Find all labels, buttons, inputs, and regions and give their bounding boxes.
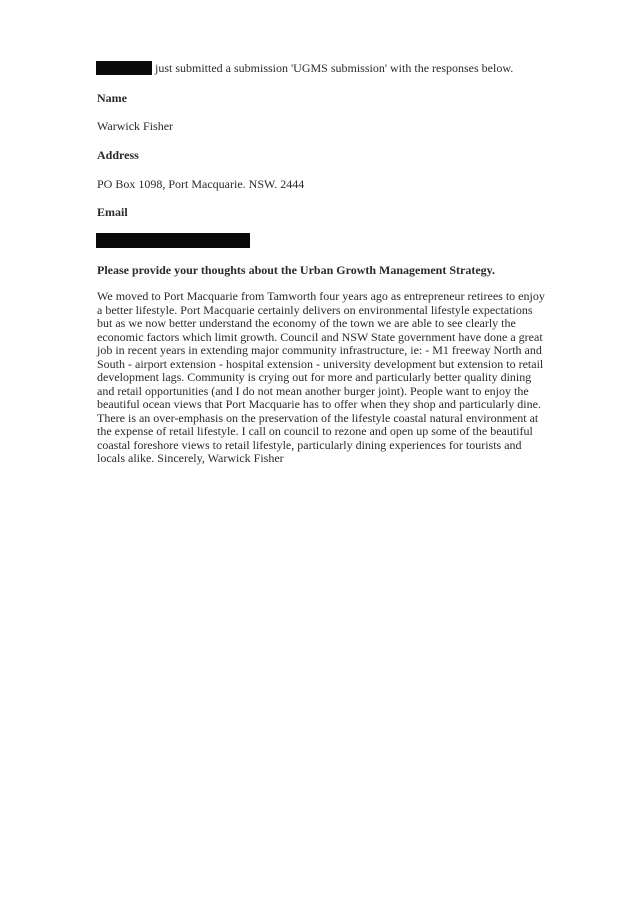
- response-line: coastal foreshore views to retail lifestyle, particularly dining experiences for tourists and: [97, 437, 522, 452]
- question-label: Please provide your thoughts about the Urban Growth Management Strategy.: [97, 263, 496, 277]
- response-line: South - airport extension - hospital extension - university development but extension to retail: [97, 356, 544, 371]
- address-label: Address: [97, 148, 139, 162]
- email-label: Email: [97, 205, 128, 219]
- response-line: but as we now better understand the economy of the town we are able to see clearly the: [97, 316, 516, 330]
- response-line: There is an over-emphasis on the preservation of the lifestyle coastal natural environment at: [97, 410, 539, 425]
- address-value: PO Box 1098, Port Macquarie. NSW. 2444: [97, 177, 305, 191]
- response-line: beautiful ocean views that Port Macquarie has to offer when they shop and particularly dine.: [97, 397, 541, 411]
- name-value: Warwick Fisher: [97, 119, 174, 133]
- response-line: We moved to Port Macquarie from Tamworth four years ago as entrepreneur retirees to enjoy: [97, 289, 545, 303]
- question-response: [97, 290, 557, 466]
- submission-intro: [96, 60, 513, 76]
- response-line: and retail opportunities (and I do not mean another burger joint). People want to enjoy the: [97, 383, 529, 398]
- name-label: Name: [97, 91, 127, 105]
- response-line: economic factors which limit growth. Council and NSW State government have done a great: [97, 329, 543, 344]
- redacted-email: [96, 233, 250, 248]
- response-line: job in recent years in extending major community infrastructure, ie: - M1 freeway North and: [97, 343, 542, 357]
- response-line: development lags. Community is crying out for more and particularly better quality dining: [97, 370, 532, 384]
- response-line: locals alike. Sincerely, Warwick Fisher: [97, 451, 284, 465]
- response-line: a better lifestyle. Port Macquarie certainly delivers on environmental lifestyle expectations: [97, 302, 533, 317]
- redacted-sender: [96, 61, 152, 75]
- submission-intro-text: just submitted a submission 'UGMS submission' with the responses below.: [155, 61, 514, 75]
- response-line: the expense of retail lifestyle. I call on council to rezone and open up some of the beautiful: [97, 424, 533, 438]
